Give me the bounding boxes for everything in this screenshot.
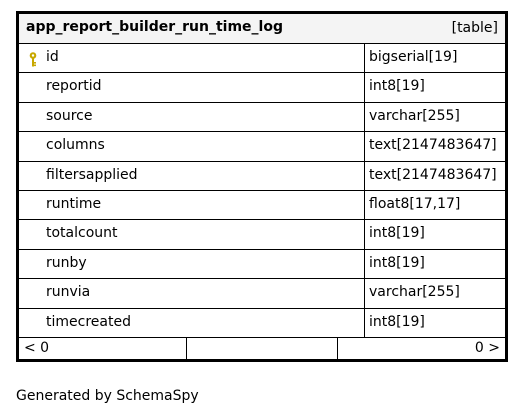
column-row[interactable] bbox=[19, 44, 505, 73]
column-type: text[2147483647] bbox=[369, 137, 497, 154]
column-name: runtime bbox=[46, 196, 102, 212]
column-row[interactable] bbox=[19, 250, 505, 279]
children-count-cell[interactable] bbox=[338, 338, 505, 359]
column-type: bigserial[19] bbox=[369, 49, 458, 65]
column-divider bbox=[364, 162, 365, 190]
column-name: runby bbox=[46, 254, 87, 271]
column-type: int8[19] bbox=[369, 225, 425, 242]
table-footer bbox=[19, 338, 505, 359]
table-type-label: [table] bbox=[451, 20, 498, 36]
column-divider bbox=[364, 309, 365, 337]
column-row[interactable] bbox=[19, 220, 505, 249]
column-name: reportid bbox=[46, 78, 102, 95]
column-divider bbox=[364, 191, 365, 219]
column-type: int8[19] bbox=[369, 313, 425, 330]
column-name: totalcount bbox=[46, 225, 118, 242]
column-type: varchar[255] bbox=[369, 284, 460, 301]
table-node bbox=[16, 11, 508, 362]
column-type: varchar[255] bbox=[369, 107, 460, 124]
table-name[interactable]: app_report_builder_run_time_log bbox=[26, 19, 283, 35]
column-divider bbox=[364, 279, 365, 307]
column-name: filtersapplied bbox=[46, 166, 138, 183]
column-divider bbox=[364, 220, 365, 248]
column-row[interactable] bbox=[19, 162, 505, 191]
column-divider bbox=[364, 73, 365, 101]
footer-spacer-cell bbox=[187, 338, 338, 359]
column-row[interactable] bbox=[19, 279, 505, 308]
children-count: 0 > bbox=[474, 340, 500, 356]
column-row[interactable] bbox=[19, 73, 505, 102]
column-type: int8[19] bbox=[369, 254, 425, 271]
column-name: columns bbox=[46, 137, 105, 154]
generated-by-caption: Generated by SchemaSpy bbox=[16, 388, 199, 404]
key-icon bbox=[28, 51, 38, 68]
column-type: float8[17,17] bbox=[369, 196, 461, 212]
column-name: timecreated bbox=[46, 313, 131, 330]
parents-count: < 0 bbox=[24, 340, 50, 356]
column-divider bbox=[364, 250, 365, 278]
column-row[interactable] bbox=[19, 309, 505, 338]
column-name: runvia bbox=[46, 284, 91, 301]
column-divider bbox=[364, 103, 365, 131]
column-divider bbox=[364, 44, 365, 72]
column-name: source bbox=[46, 107, 93, 124]
table-header bbox=[19, 14, 505, 44]
column-row[interactable] bbox=[19, 103, 505, 132]
column-row[interactable] bbox=[19, 132, 505, 161]
column-type: text[2147483647] bbox=[369, 166, 497, 183]
parents-count-cell[interactable] bbox=[19, 338, 187, 359]
column-name: id bbox=[46, 49, 59, 65]
column-divider bbox=[364, 132, 365, 160]
column-type: int8[19] bbox=[369, 78, 425, 95]
column-row[interactable] bbox=[19, 191, 505, 220]
